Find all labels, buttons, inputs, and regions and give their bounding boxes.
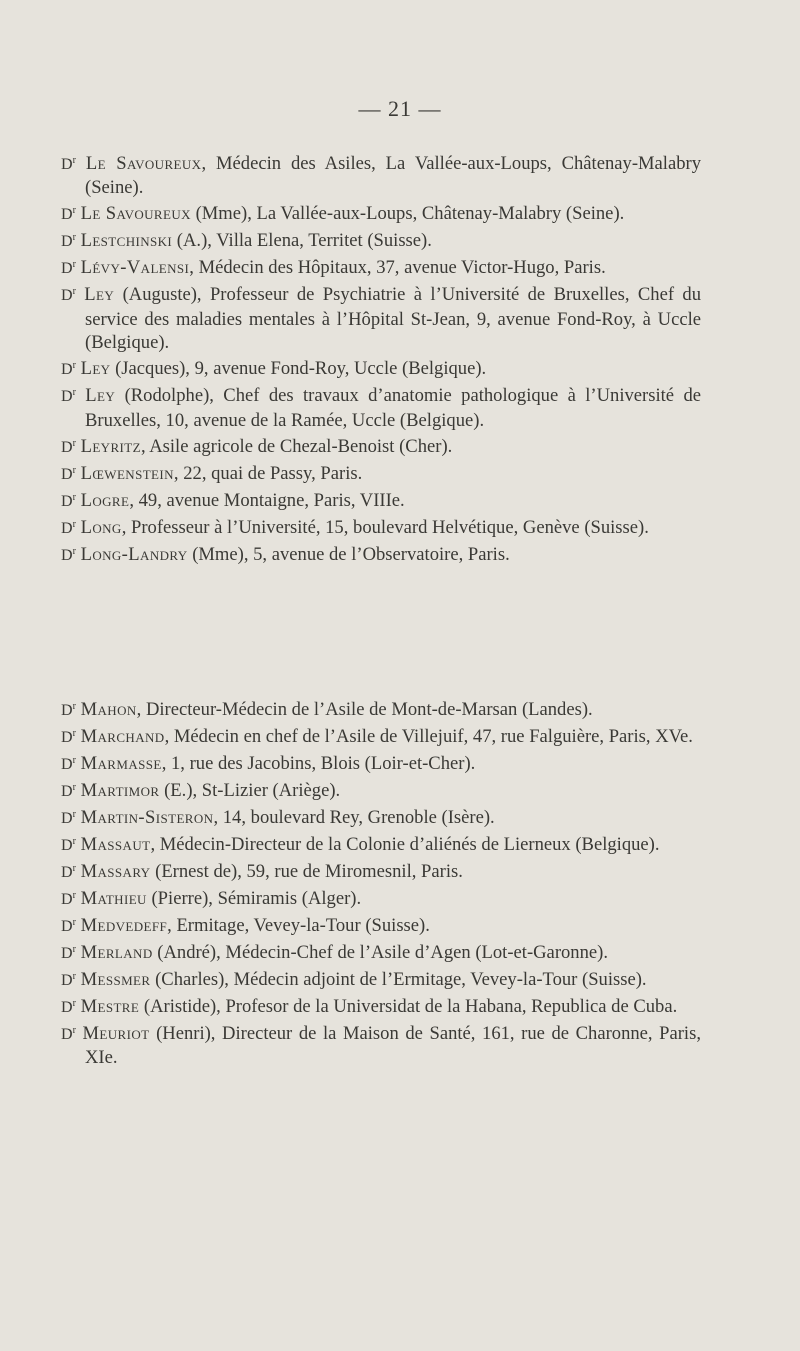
doctor-title: $D^r$ xyxy=(61,701,76,719)
entry-name: Marmasse xyxy=(80,753,162,774)
entry-details: , Médecin en chef de l’Asile de Villejuif, 47, rue Falguière, Paris, XVe. xyxy=(164,726,693,747)
entry-name: Messmer xyxy=(80,969,151,990)
doctor-title: $D^r$ xyxy=(61,518,76,537)
doctor-title: $D^r$ xyxy=(61,755,76,773)
entry-name: Mestre xyxy=(80,996,140,1017)
directory-entry xyxy=(61,384,701,432)
directory-entry xyxy=(61,752,701,776)
directory-entry xyxy=(61,1022,701,1070)
entry-details: (Henri), Directeur de la Maison de Santé, 161, rue de Charonne, Paris, XIe. xyxy=(85,1023,701,1069)
doctor-title: $D^r$ xyxy=(61,491,76,510)
entry-details: (Charles), Médecin adjoint de l’Ermitage, Vevey-la-Tour (Suisse). xyxy=(150,969,647,990)
doctor-title: $D^r$ xyxy=(61,782,76,800)
entry-details: (André), Médecin-Chef de l’Asile d’Agen (Lot-et-Garonne). xyxy=(152,942,608,963)
entry-details: (Rodolphe), Chef des travaux d’anatomie pathologique à l’Université de Bruxelles, 10, avenue de la Ramée, Uccle (Belgique). xyxy=(85,385,701,431)
entry-details: , Professeur à l’Université, 15, boulevard Helvétique, Genève (Suisse). xyxy=(121,516,649,538)
entry-name: Merland xyxy=(80,942,153,963)
entry-details: (E.), St-Lizier (Ariège). xyxy=(159,780,341,801)
directory-entry xyxy=(61,435,701,459)
entry-name: Marchand xyxy=(80,726,165,747)
doctor-title: $D^r$ xyxy=(61,809,76,827)
doctor-title: $D^r$ xyxy=(61,998,76,1016)
entry-details: , Médecin-Directeur de la Colonie d’aliénés de Lierneux (Belgique). xyxy=(150,834,660,855)
doctor-title: $D^r$ xyxy=(61,387,76,406)
entry-details: , 49, avenue Montaigne, Paris, VIIIe. xyxy=(129,489,405,511)
entry-name: Long-Landry xyxy=(80,543,188,565)
entry-name: Ley xyxy=(85,385,116,407)
entry-name: Meuriot xyxy=(82,1023,150,1044)
doctor-title: $D^r$ xyxy=(61,360,76,379)
directory-entry xyxy=(61,202,701,226)
entry-name: Lœwenstein xyxy=(80,462,174,484)
directory-entry xyxy=(61,283,701,354)
entry-details: , 22, quai de Passy, Paris. xyxy=(173,462,363,484)
entry-details: , 14, boulevard Rey, Grenoble (Isère). xyxy=(213,807,495,828)
directory-entry xyxy=(61,914,701,938)
entry-details: , Directeur-Médecin de l’Asile de Mont-de-Marsan (Landes). xyxy=(136,699,593,720)
directory-entry xyxy=(61,941,701,965)
directory-entry xyxy=(61,833,701,857)
directory-entry xyxy=(61,698,701,722)
entry-name: Lévy-Valensi xyxy=(80,257,190,279)
entry-name: Mathieu xyxy=(80,888,147,909)
doctor-title: $D^r$ xyxy=(61,259,76,278)
entry-name: Leyritz xyxy=(80,435,141,457)
entry-name: Massaut xyxy=(80,834,151,855)
directory-entry xyxy=(61,725,701,749)
doctor-title: $D^r$ xyxy=(61,944,76,962)
doctor-title: $D^r$ xyxy=(61,863,76,881)
directory-entry xyxy=(61,995,701,1019)
entry-details: (Auguste), Professeur de Psychiatrie à l’Université de Bruxelles, Chef du service des maladies mentales à l’Hôpital St-Jean, 9, avenue Fond-Roy, à Uccle (Belgique). xyxy=(85,284,701,354)
entry-details: , Ermitage, Vevey-la-Tour (Suisse). xyxy=(167,915,430,936)
entry-name: Long xyxy=(80,516,122,538)
doctor-title: $D^r$ xyxy=(61,205,76,224)
doctor-title: $D^r$ xyxy=(61,232,76,251)
entry-details: (Mme), La Vallée-aux-Loups, Châtenay-Malabry (Seine). xyxy=(190,203,625,225)
directory-entry xyxy=(61,462,701,486)
entry-name: Massary xyxy=(80,861,151,882)
directory-entry xyxy=(61,860,701,884)
entry-name: Medvedeff xyxy=(80,915,168,936)
directory-entry xyxy=(61,516,701,540)
entry-name: Ley xyxy=(80,358,111,380)
doctor-title: $D^r$ xyxy=(61,545,76,564)
entry-name: Logre xyxy=(80,489,130,511)
entry-details: (Aristide), Profesor de la Universidat de la Habana, Republica de Cuba. xyxy=(139,996,678,1017)
directory-entry xyxy=(61,152,701,200)
entries-section-m xyxy=(61,698,701,1072)
doctor-title: $D^r$ xyxy=(61,464,76,483)
entry-name: Martin-Sisteron xyxy=(80,807,214,828)
entry-details: , Médecin des Hôpitaux, 37, avenue Victor-Hugo, Paris. xyxy=(189,257,606,279)
entry-details: , 1, rue des Jacobins, Blois (Loir-et-Cher). xyxy=(161,753,476,774)
page-number: — 21 — xyxy=(358,96,442,121)
directory-entry xyxy=(61,489,701,513)
doctor-title: $D^r$ xyxy=(61,286,76,305)
entry-details: (Pierre), Sémiramis (Alger). xyxy=(146,888,362,909)
entry-details: (Mme), 5, avenue de l’Observatoire, Paris. xyxy=(187,543,510,565)
entry-details: , Asile agricole de Chezal-Benoist (Cher). xyxy=(140,435,453,457)
entry-name: Ley xyxy=(84,284,115,306)
doctor-title: $D^r$ xyxy=(61,155,76,173)
doctor-title: $D^r$ xyxy=(61,836,76,854)
doctor-title: $D^r$ xyxy=(61,917,76,935)
entry-details: (Jacques), 9, avenue Fond-Roy, Uccle (Belgique). xyxy=(110,358,487,380)
directory-entry xyxy=(61,968,701,992)
doctor-title: $D^r$ xyxy=(61,1025,76,1043)
directory-entry xyxy=(61,256,701,280)
directory-entry xyxy=(61,779,701,803)
entry-details: , Médecin des Asiles, La Vallée-aux-Loups, Châtenay-Malabry (Seine). xyxy=(85,153,701,199)
directory-entry xyxy=(61,357,701,381)
directory-entry xyxy=(61,543,701,567)
entries-section-l xyxy=(61,152,701,570)
entry-details: (Ernest de), 59, rue de Miromesnil, Paris. xyxy=(150,861,463,882)
entry-name: Le Savoureux xyxy=(85,153,202,174)
entry-name: Mahon xyxy=(80,699,137,720)
entry-name: Lestchinski xyxy=(80,230,173,252)
doctor-title: $D^r$ xyxy=(61,971,76,989)
doctor-title: $D^r$ xyxy=(61,437,76,456)
directory-entry xyxy=(61,229,701,253)
doctor-title: $D^r$ xyxy=(61,890,76,908)
entry-details: (A.), Villa Elena, Territet (Suisse). xyxy=(172,230,432,252)
entry-name: Le Savoureux xyxy=(80,203,191,225)
directory-entry xyxy=(61,806,701,830)
directory-entry xyxy=(61,887,701,911)
entry-name: Martimor xyxy=(80,780,160,801)
doctor-title: $D^r$ xyxy=(61,728,76,746)
